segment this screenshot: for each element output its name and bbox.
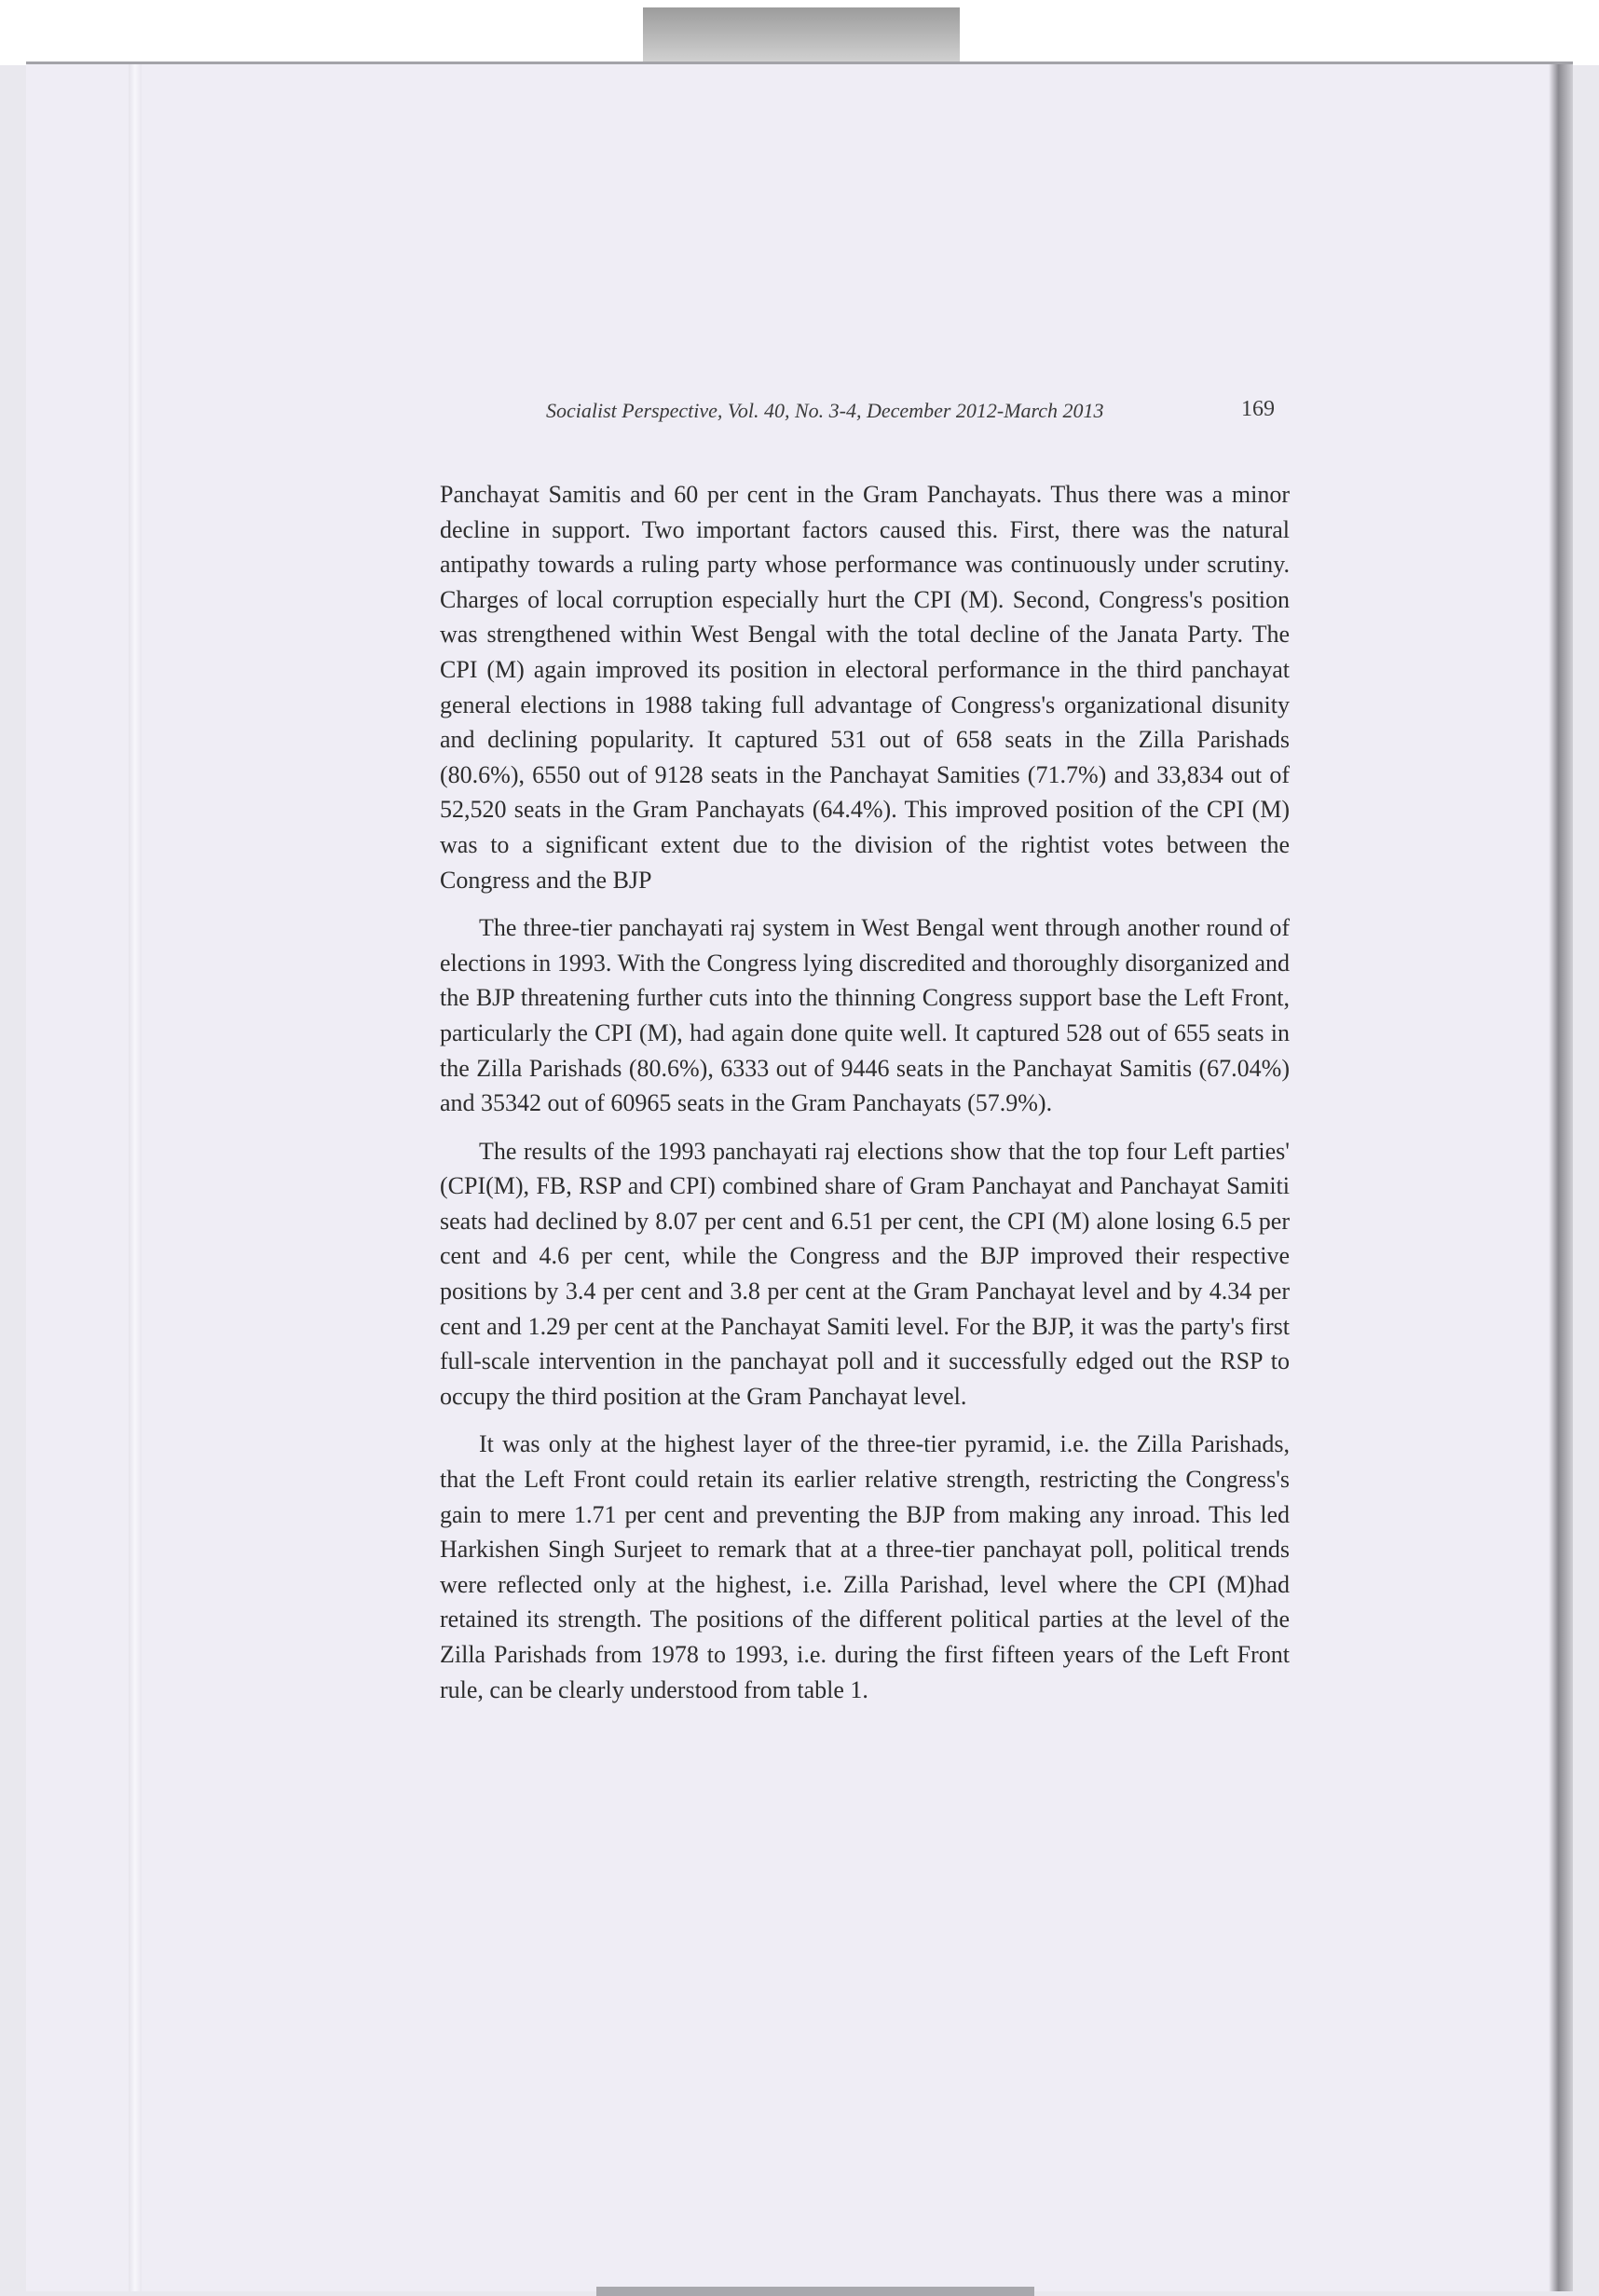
body-text	[440, 477, 1290, 1720]
paragraph-4: It was only at the highest layer of the three-tier pyramid, i.e. the Zilla Parishads, that the Left Front could retain its earlier relative strength, restricting the Congress's gain to mere 1.71 per cent and preventing the BJP from making any inroad. This led Harkishen Singh Surjeet to remark that at a three-tier panchayat poll, political trends were reflected only at the highest, i.e. Zilla Parishad, level where the CPI (M)had retained its strength. The positions of the different political parties at the level of the Zilla Parishads from 1978 to 1993, i.e. during the first fifteen years of the Left Front rule, can be clearly understood from table 1.	[440, 1430, 1290, 1703]
running-head: Socialist Perspective, Vol. 40, No. 3-4, December 2012-March 2013	[546, 399, 1104, 422]
paragraph-3: The results of the 1993 panchayati raj elections show that the top four Left parties' (CPI(M), FB, RSP and CPI) combined share of Gram Panchayat and Panchayat Samiti seats had declined by 8.07 per cent and 6.51 per cent, the CPI (M) alone losing 6.5 per cent and 4.6 per cent, while the Congress and the BJP improved their respective positions by 3.4 per cent and 3.8 per cent at the Gram Panchayat level and by 4.34 per cent and 1.29 per cent at the Panchayat Samiti level. For the BJP, it was the party's first full-scale intervention in the panchayat poll and it successfully edged out the RSP to occupy the third position at the Gram Panchayat level.	[440, 1137, 1290, 1410]
page-number: 169	[1241, 397, 1275, 421]
page-fold-shadow	[129, 64, 142, 2291]
binder-clip	[643, 7, 960, 63]
paragraph-2: The three-tier panchayati raj system in West Bengal went through another round of elections in 1993. With the Congress lying discredited and thoroughly disorganized and the BJP threatening further cuts into the thinning Congress support base the Left Front, particularly the CPI (M), had again done quite well. It captured 528 out of 655 seats in the Zilla Parishads (80.6%), 6333 out of 9446 seats in the Panchayat Samitis (67.04%) and 35342 out of 60965 seats in the Gram Panchayats (57.9%).	[440, 914, 1290, 1117]
paragraph-1: Panchayat Samitis and 60 per cent in the Gram Panchayats. Thus there was a minor decline in support. Two important factors caused this. First, there was the natural antipathy towards a ruling party whose performance was continuously under scrutiny. Charges of local corruption especially hurt the CPI (M). Second, Congress's position was strengthened within West Bengal with the total decline of the Janata Party. The CPI (M) again improved its position in electoral performance in the third panchayat general elections in 1988 taking full advantage of Congress's organizational disunity and declining popularity. It captured 531 out of 658 seats in the Zilla Parishads (80.6%), 6550 out of 9128 seats in the Panchayat Samities (71.7%) and 33,834 out of 52,520 seats in the Gram Panchayats (64.4%). This improved position of the CPI (M) was to a significant extent due to the division of the rightist votes between the Congress and the BJP	[440, 481, 1290, 894]
page-right-edge	[1549, 64, 1573, 2291]
scan-background-bottom	[596, 2287, 1034, 2296]
